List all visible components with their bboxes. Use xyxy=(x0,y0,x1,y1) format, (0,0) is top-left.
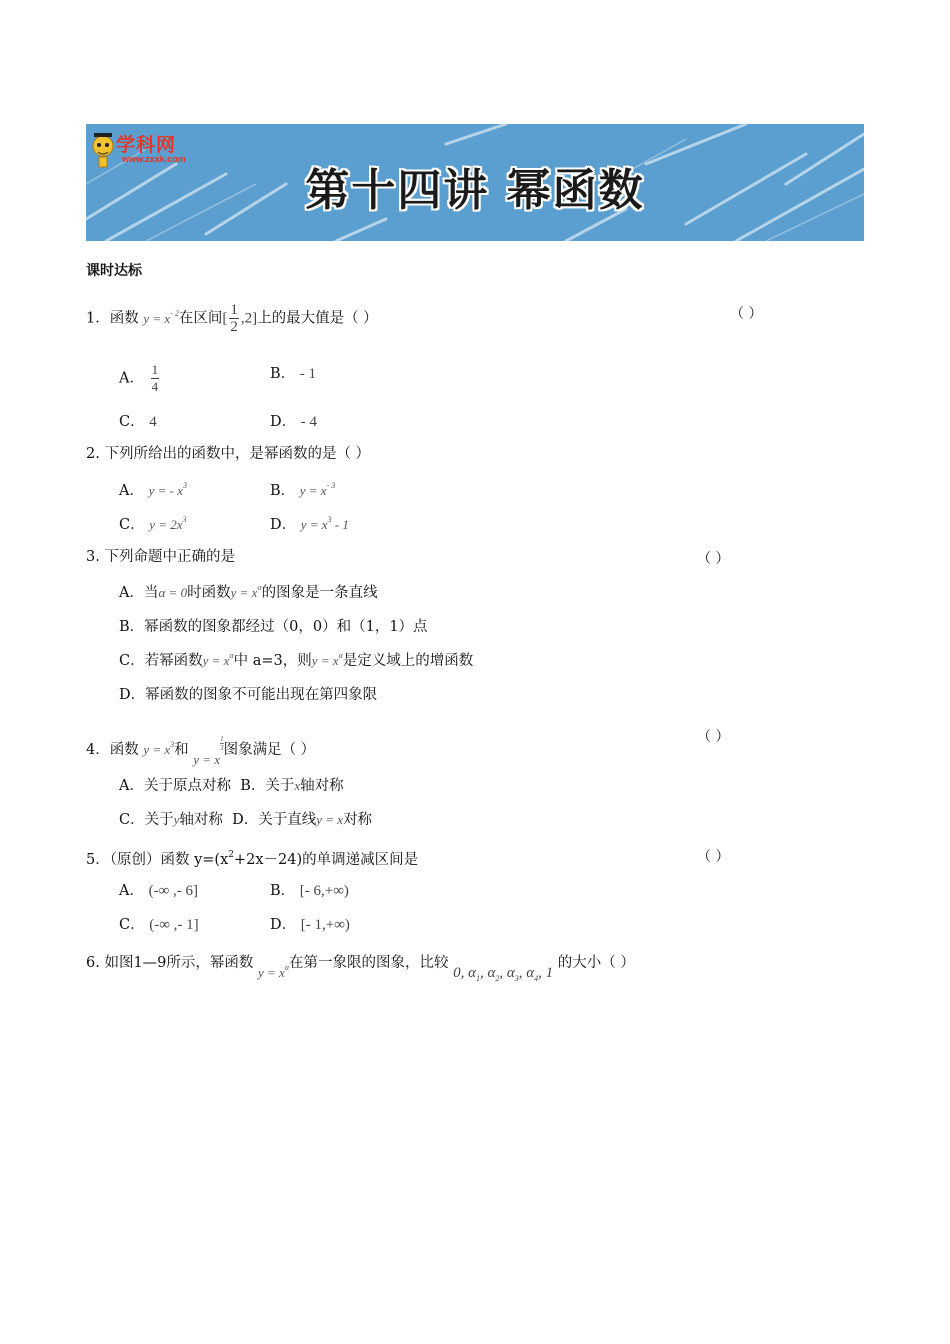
option-a: A． (-∞ ,- 6] xyxy=(119,883,199,899)
option-a: A． $\frac{1}{4}$ xyxy=(119,362,159,394)
question-4: 4．函数 $y = x^3$和 y = x $\frac{1}{3}$ 图象满足（ ） xyxy=(86,735,316,767)
math-bracket: [ xyxy=(222,310,228,327)
logo-text: 学科网 xyxy=(116,134,177,156)
option-b: B． - 1 xyxy=(270,366,317,382)
option-c: C． (-∞ ,- 1] xyxy=(119,917,199,933)
option-b: B． [- 6,+∞) xyxy=(270,883,349,899)
page-title: 第十四讲 幂函数 xyxy=(305,165,645,216)
option-b: B．幂函数的图象都经过（0，0）和（1，1）点 xyxy=(119,619,428,635)
option-a: A． y = - $x^3$ xyxy=(119,481,187,499)
option-a: A．当α = 0时函数$y = x^\alpha$的图象是一条直线 xyxy=(119,583,378,601)
question-3: 3. 下列命题中正确的是 xyxy=(86,549,235,565)
math-list: 0, $\alpha_1$, $\alpha_2$, $\alpha_3$, $\alpha_4$, 1 xyxy=(453,965,554,983)
answer-paren: （ ） xyxy=(730,306,763,322)
option-c: C． $y = 2x^3$ xyxy=(119,515,187,533)
question-text: 函数 xyxy=(109,310,139,327)
option-c-d: C．关于y轴对称 D．关于直线y = x对称 xyxy=(119,812,373,828)
math-fraction: $\frac{1}{4}$ xyxy=(151,362,159,394)
question-1 xyxy=(86,302,378,335)
option-c: C．若幂函数$y = x^\alpha$中 a=3，则$y = x^\alpha$是定义域上的增函数 xyxy=(119,651,474,669)
answer-paren: （ ） xyxy=(697,551,730,567)
title-banner xyxy=(86,124,864,241)
option-c: C． 4 xyxy=(119,414,157,430)
answer-paren: （ ） xyxy=(697,729,730,745)
question-number: 1． xyxy=(86,310,110,327)
answer-paren: （ ） xyxy=(697,849,730,865)
math-expr: $y = x^{- 2}$ xyxy=(143,308,179,326)
question-5: 5．（原创）函数 $y=(x^2+2x-24)$的单调递减区间是 xyxy=(86,850,419,868)
option-b: B． $y = x^{- 3}$ xyxy=(270,481,336,499)
math-interval: ,2] xyxy=(240,310,258,327)
option-d: D．幂函数的图象不可能出现在第四象限 xyxy=(119,687,378,703)
math-fraction: $\frac{1}{2}$ xyxy=(230,302,238,335)
question-6: 6. 如图1—9所示，幂函数 $y = x^\alpha$在第一象限的图象，比较 0, $\alpha_1$, $\alpha_2$, $\alpha_3$, $\alpha_4$, 1 的大小（ ） xyxy=(86,955,635,983)
option-a-b: A．关于原点对称 B．关于x轴对称 xyxy=(119,778,344,794)
option-d: D． - 4 xyxy=(270,414,317,430)
logo-url: www.zxxk.com xyxy=(122,154,186,164)
question-2: 2. 下列所给出的函数中，是幂函数的是（ ） xyxy=(86,446,371,462)
question-text: 在区间 xyxy=(178,310,223,327)
section-label: 课时达标 xyxy=(86,263,142,279)
question-text: 上的最大值是（ ） xyxy=(257,310,378,327)
option-d: D． $y = x^3 - 1$ xyxy=(270,515,349,533)
option-d: D． [- 1,+∞) xyxy=(270,917,350,933)
